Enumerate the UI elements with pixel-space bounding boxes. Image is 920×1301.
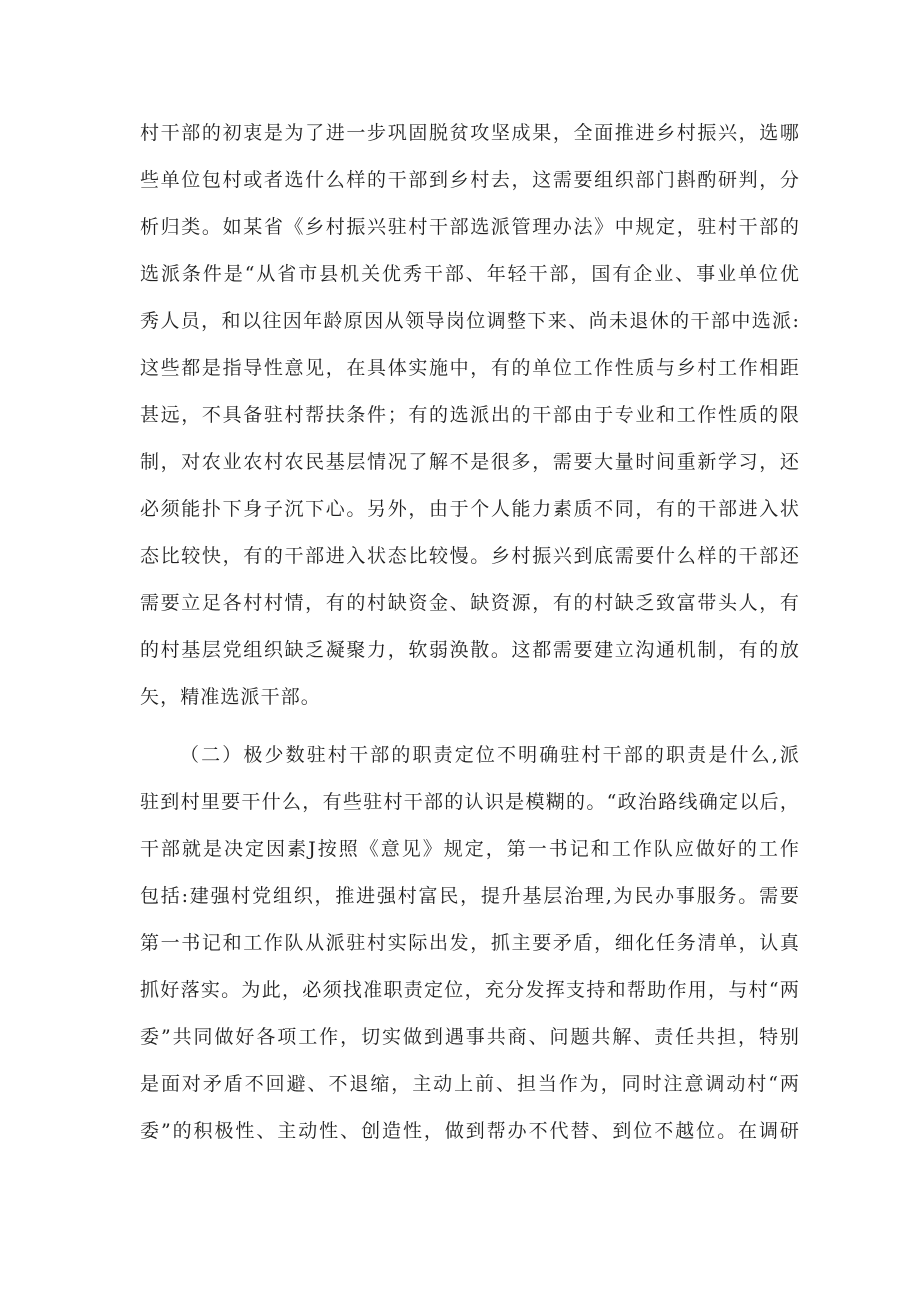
paragraph-line: 干部就是决定因素J按照《意见》规定，第一书记和工作队应做好的工作 bbox=[140, 838, 800, 860]
paragraph-line: 需要立足各村村情，有的村缺资金、缺资源，有的村缺乏致富带头人，有 bbox=[140, 592, 800, 614]
section-heading-line: （二）极少数驻村干部的职责定位不明确驻村干部的职责是什么,派 bbox=[180, 744, 800, 766]
paragraph-line: 委”共同做好各项工作，切实做到遇事共商、问题共解、责任共担，特别 bbox=[140, 1026, 800, 1048]
paragraph-line: 包括:建强村党组织，推进强村富民，提升基层治理,为民办事服务。需要 bbox=[140, 885, 800, 907]
paragraph-line: 第一书记和工作队从派驻村实际出发，抓主要矛盾，细化任务清单，认真 bbox=[140, 932, 800, 954]
paragraph-line: 析归类。如某省《乡村振兴驻村干部选派管理办法》中规定，驻村干部的 bbox=[140, 216, 800, 238]
paragraph-line: 秀人员，和以往因年龄原因从领导岗位调整下来、尚未退休的干部中选派: bbox=[140, 310, 800, 332]
paragraph-line: 甚远，不具备驻村帮扶条件；有的选派出的干部由于专业和工作性质的限 bbox=[140, 404, 800, 426]
paragraph-line: 矢，精准选派干部。 bbox=[140, 686, 321, 708]
paragraph-line: 必须能扑下身子沉下心。另外，由于个人能力素质不同，有的干部进入状 bbox=[140, 498, 800, 520]
paragraph-1 bbox=[140, 110, 800, 721]
paragraph-line: 的村基层党组织缺乏凝聚力，软弱涣散。这都需要建立沟通机制，有的放 bbox=[140, 639, 800, 661]
paragraph-2 bbox=[140, 732, 800, 1155]
paragraph-line: 些单位包村或者选什么样的干部到乡村去，这需要组织部门斟酌研判，分 bbox=[140, 169, 800, 191]
paragraph-line: 村干部的初衷是为了进一步巩固脱贫攻坚成果，全面推进乡村振兴，选哪 bbox=[140, 122, 800, 144]
paragraph-line: 这些都是指导性意见，在具体实施中，有的单位工作性质与乡村工作相距 bbox=[140, 357, 800, 379]
paragraph-line: 委”的积极性、主动性、创造性，做到帮办不代替、到位不越位。在调研 bbox=[140, 1120, 800, 1142]
paragraph-line: 是面对矛盾不回避、不退缩，主动上前、担当作为，同时注意调动村“两 bbox=[140, 1073, 800, 1095]
paragraph-line: 选派条件是“从省市县机关优秀干部、年轻干部，国有企业、事业单位优 bbox=[140, 263, 800, 285]
paragraph-line: 态比较快，有的干部进入状态比较慢。乡村振兴到底需要什么样的干部还 bbox=[140, 545, 800, 567]
paragraph-line: 驻到村里要干什么，有些驻村干部的认识是模糊的。“政治路线确定以后， bbox=[140, 791, 800, 813]
paragraph-line: 抓好落实。为此，必须找准职责定位，充分发挥支持和帮助作用，与村“两 bbox=[140, 979, 800, 1001]
paragraph-line: 制，对农业农村农民基层情况了解不是很多，需要大量时间重新学习，还 bbox=[140, 451, 800, 473]
